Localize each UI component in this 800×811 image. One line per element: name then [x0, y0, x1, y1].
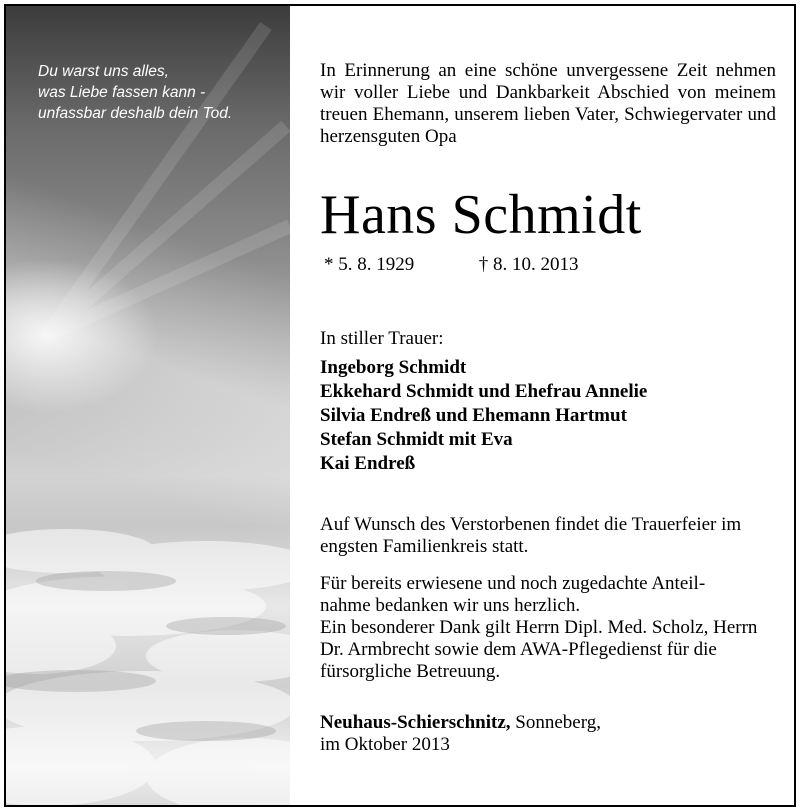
mourner-item: Stefan Schmidt mit Eva [320, 429, 513, 450]
thanks-text: Für bereits erwiesene und noch zugedachte Anteil- nahme bedanken wir uns herzlich. Ein besonderer Dank gilt Herrn Dipl. Med. Scholz, Herrn Dr. Armbrecht sowie dem AWA-Pflegedienst für die fürsorgliche Betreuung. [320, 573, 758, 682]
intro-text: In Erinnerung an eine schöne unvergessene Zeit nehmen wir voller Liebe und Dankbarkeit Abschied von meinem treuen Ehemann, unserem lieben Vater, Schwiegervater und herzensguten Opa [320, 60, 776, 147]
death-date: † 8. 10. 2013 [478, 254, 579, 275]
mourner-item: Ekkehard Schmidt und Ehefrau Annelie [320, 381, 648, 402]
obituary-frame [4, 4, 796, 807]
mourning-label: In stiller Trauer: [320, 328, 444, 349]
date-line: im Oktober 2013 [320, 734, 450, 755]
place-rest: Sonneberg, [510, 712, 601, 733]
place-bold: Neuhaus-Schierschnitz, [320, 712, 511, 733]
clouds-graphic [6, 6, 290, 805]
mourners-list [320, 356, 647, 476]
memorial-quote: Du warst uns alles, was Liebe fassen kann - unfassbar deshalb dein Tod. [38, 63, 233, 122]
deceased-name: Hans Schmidt [320, 184, 642, 246]
funeral-note: Auf Wunsch des Verstorbenen findet die Trauerfeier im engsten Familienkreis statt. [320, 514, 742, 557]
sky-clouds-photo [6, 6, 290, 805]
life-dates [324, 254, 579, 276]
thanks-note [320, 573, 776, 683]
mourner-item: Ingeborg Schmidt [320, 357, 467, 378]
mourner-item: Kai Endreß [320, 453, 416, 474]
mourner-item: Silvia Endreß und Ehemann Hartmut [320, 405, 627, 426]
place-and-date [320, 712, 601, 756]
birth-date: * 5. 8. 1929 [324, 254, 415, 275]
